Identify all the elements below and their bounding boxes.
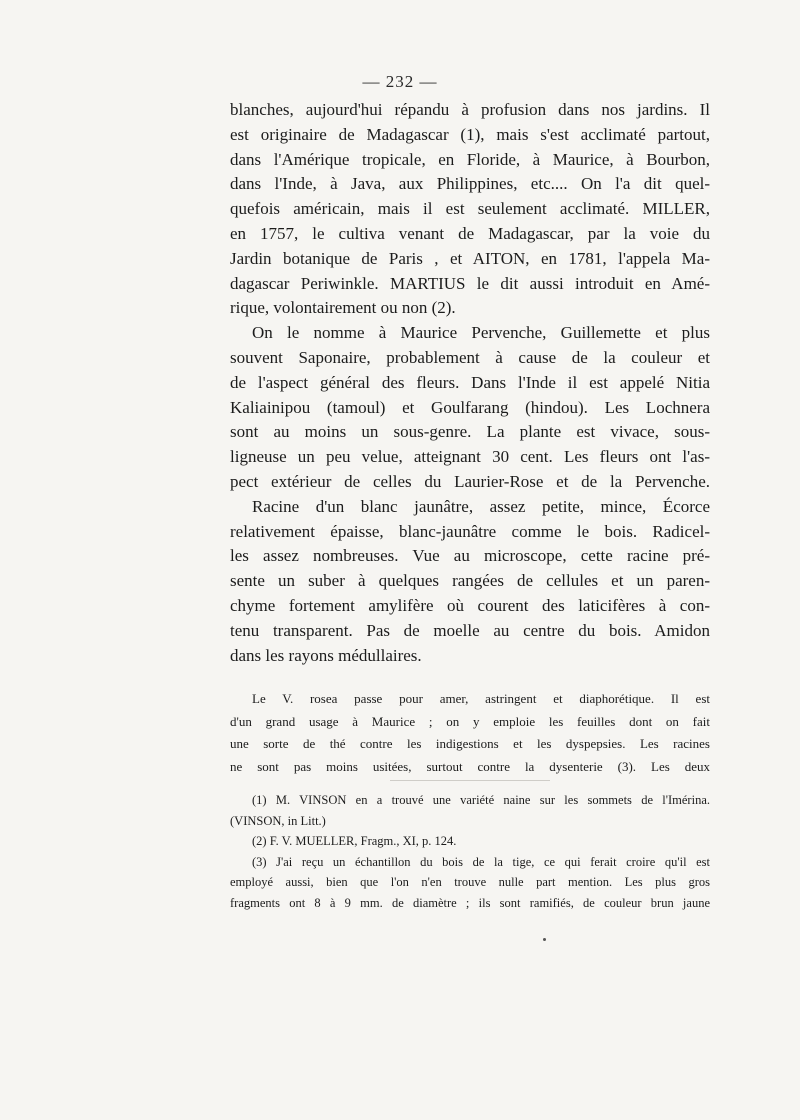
text-line: Jardin botanique de Paris , et AITON, en 1781, l'appela Ma- (230, 248, 710, 268)
footnote-divider (390, 780, 550, 781)
text-line: sente un suber à quelques rangées de cellules et un paren- (230, 571, 710, 591)
text-line: dans les rayons médullaires. (230, 645, 422, 665)
main-text (230, 98, 710, 668)
text-line: relativement épaisse, blanc-jaunâtre comme le bois. Radicel- (230, 521, 710, 541)
text-line: une sorte de thé contre les indigestions et les dyspepsies. Les racines (230, 736, 710, 751)
ink-speck (543, 938, 546, 941)
text-line: ligneuse un peu velue, atteignant 30 cent. Les fleurs ont l'as- (230, 447, 710, 467)
text-line: Kaliainipou (tamoul) et Goulfarang (hindou). Les Lochnera (230, 397, 710, 417)
footnote-line: (VINSON, in Litt.) (230, 813, 326, 828)
footnote-line: (2) F. V. MUELLER, Fragm., XI, p. 124. (252, 834, 457, 848)
text-line: est originaire de Madagascar (1), mais s'est acclimaté partout, (230, 124, 710, 144)
footnotes (230, 790, 710, 913)
text-line: en 1757, le cultiva venant de Madagascar, par la voie du (230, 223, 710, 243)
text-line: chyme fortement amylifère où courent des laticifères à con- (230, 595, 710, 615)
text-line: quefois américain, mais il est seulement acclimaté. MILLER, (230, 199, 710, 219)
footnote-line: fragments ont 8 à 9 mm. de diamètre ; ils sont ramifiés, de couleur brun jaune (230, 895, 710, 910)
text-line: tenu transparent. Pas de moelle au centre du bois. Amidon (230, 620, 710, 640)
footnote-line: (3) J'ai reçu un échantillon du bois de la tige, ce qui ferait croire qu'il est (252, 854, 710, 869)
text-line: ne sont pas moins usitées, surtout contre la dysenterie (3). Les deux (230, 758, 710, 774)
page-number: — 232 — (362, 72, 438, 91)
text-line: sont au moins un sous-genre. La plante est vivace, sous- (230, 422, 710, 442)
footnote-line: employé aussi, bien que l'on n'en trouve nulle part mention. Les plus gros (230, 875, 710, 889)
text-line: Le V. rosea passe pour amer, astringent et diaphorétique. Il est (252, 691, 710, 706)
text-line: Racine d'un blanc jaunâtre, assez petite, mince, Écorce (252, 496, 710, 516)
text-line: rique, volontairement ou non (2). (230, 298, 456, 318)
text-line: dans l'Inde, à Java, aux Philippines, etc.... On l'a dit quel- (230, 174, 710, 194)
text-line: dagascar Periwinkle. MARTIUS le dit aussi introduit en Amé- (230, 273, 710, 293)
text-line: de l'aspect général des fleurs. Dans l'Inde il est appelé Nitia (230, 372, 710, 392)
text-line: d'un grand usage à Maurice ; on y emploie les feuilles dont on fait (230, 713, 710, 729)
text-line: souvent Saponaire, probablement à cause de la couleur et (230, 347, 710, 367)
text-line: les assez nombreuses. Vue au microscope, cette racine pré- (230, 546, 710, 566)
text-line: blanches, aujourd'hui répandu à profusion dans nos jardins. Il (230, 100, 710, 119)
text-line: dans l'Amérique tropicale, en Floride, à Maurice, à Bourbon, (230, 149, 710, 169)
small-text-paragraph (230, 688, 710, 778)
footnote-line: (1) M. VINSON en a trouvé une variété naine sur les sommets de l'Imérina. (252, 793, 710, 807)
text-line: On le nomme à Maurice Pervenche, Guillemette et plus (252, 323, 710, 343)
text-line: pect extérieur de celles du Laurier-Rose et de la Pervenche. (230, 471, 710, 491)
